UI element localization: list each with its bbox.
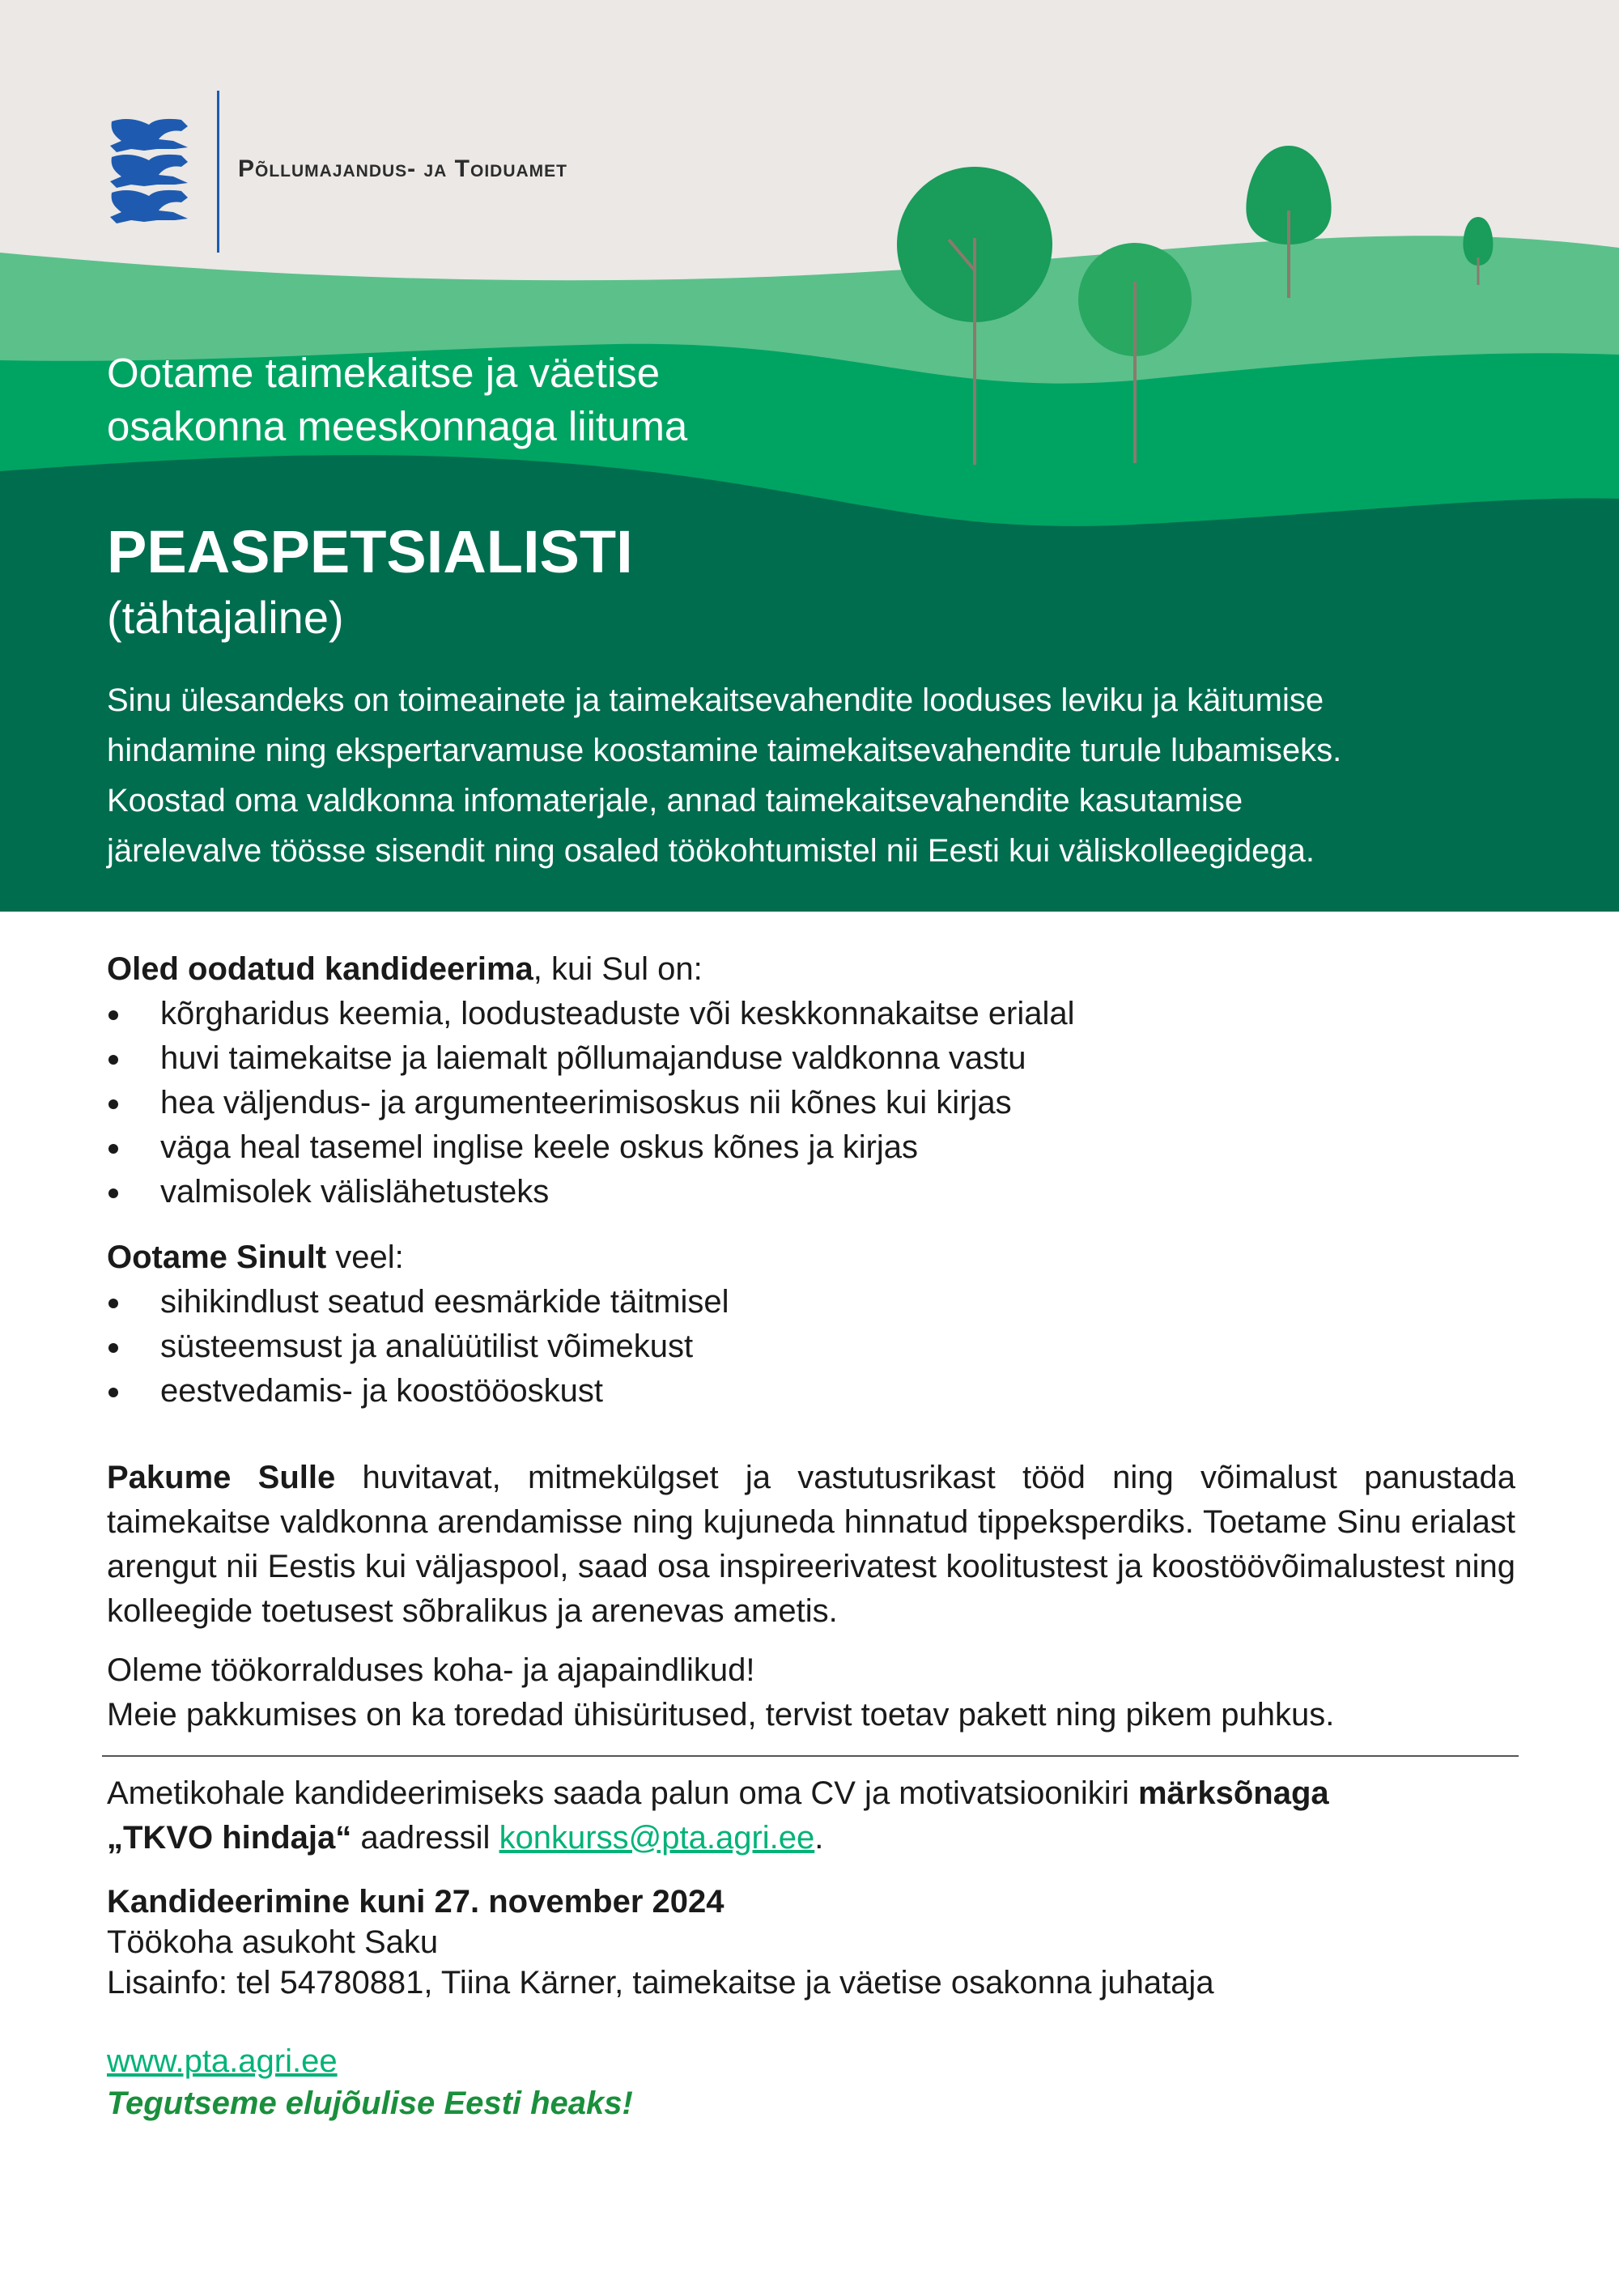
slogan: Tegutseme elujõulise Eesti heaks! (107, 2086, 633, 2121)
deadline: Kandideerimine kuni 27. november 2024 (107, 1884, 725, 1920)
list-item: väga heal tasemel inglise keele oskus kõnes ja kirjas (107, 1125, 1515, 1170)
flexibility-section (107, 1648, 1515, 1737)
list-item: huvi taimekaitse ja laiemalt põllumajanduse valdkonna vastu (107, 1036, 1515, 1081)
job-type: (tähtajaline) (107, 592, 344, 643)
intro-line: Ootame taimekaitse ja väetise (107, 350, 661, 396)
logo-divider (217, 91, 219, 253)
duties-line: Sinu ülesandeks on toimeainete ja taimekaitsevahendite looduses leviku ja käitumise (107, 682, 1324, 718)
list-item: hea väljendus- ja argumenteerimisoskus nii kõnes kui kirjas (107, 1081, 1515, 1125)
expectations-lead: Ootame Sinult veel: (107, 1239, 404, 1275)
requirements-lead: Oled oodatud kandideerima, kui Sul on: (107, 951, 703, 987)
intro-line: osakonna meeskonnaga liituma (107, 403, 688, 449)
duties-line: järelevalve töösse sisendit ning osaled töökohtumistel nii Eesti kui väliskolleegidega. (107, 833, 1315, 869)
list-item: kõrgharidus keemia, loodusteaduste või keskkonnakaitse erialal (107, 992, 1515, 1036)
duties-line: Koostad oma valdkonna infomaterjale, annad taimekaitsevahendite kasutamise (107, 783, 1243, 818)
flexibility-line: Meie pakkumises on ka toredad ühisüritused, tervist toetav pakett ning pikem puhkus. (107, 1697, 1335, 1733)
application-text: Ametikohale kandideerimiseks saada palun oma CV ja motivatsioonikiri märksõnaga „TKVO hindaja“ aadressil konkurss@pta.agri.ee. (107, 1775, 1329, 1856)
expectations-section (107, 1235, 1515, 1414)
location: Töökoha asukoht Saku (107, 1924, 439, 1960)
estonian-coat-of-arms-icon (107, 117, 193, 228)
job-duties (107, 675, 1548, 876)
list-item: süsteemsust ja analüütilist võimekust (107, 1324, 1515, 1369)
list-item: sihikindlust seatud eesmärkide täitmisel (107, 1280, 1515, 1324)
job-title: PEASPETSIALISTI (107, 518, 633, 585)
requirements-list (107, 992, 1515, 1214)
requirements-section (107, 947, 1515, 1214)
list-item: eestvedamis- ja koostööoskust (107, 1369, 1515, 1414)
contact-info: Lisainfo: tel 54780881, Tiina Kärner, taimekaitse ja väetise osakonna juhataja (107, 1965, 1214, 2000)
offer-paragraph: Pakume Sulle huvitavat, mitmekülgset ja vastutusrikast tööd ning võimalust panustada taimekaitse valdkonna arendamisse ning kujuneda hinnatud tippeksperdiks. Toetame Sinu erialast arengut nii Eestis kui väljaspool, saad osa inspireerivatest koolitustest ja koostöövõimalustest ning kolleegide toetusest sõbralikus ja arenevas ametis. (107, 1460, 1515, 1629)
footer-section (107, 2040, 1515, 2124)
intro-text (107, 347, 997, 453)
list-item: valmisolek välislähetusteks (107, 1170, 1515, 1214)
hero-banner (0, 0, 1619, 912)
organization-name: Põllumajandus- ja Toiduamet (238, 155, 567, 182)
details-section (107, 1881, 1515, 2003)
flexibility-line: Oleme töökorralduses koha- ja ajapaindlikud! (107, 1652, 755, 1688)
email-link[interactable]: konkurss@pta.agri.ee (499, 1820, 815, 1856)
offer-section (107, 1456, 1515, 1634)
duties-line: hindamine ning ekspertarvamuse koostamine taimekaitsevahendite turule lubamiseks. (107, 733, 1342, 768)
expectations-list (107, 1280, 1515, 1414)
section-divider (102, 1755, 1519, 1757)
application-section (107, 1771, 1515, 1860)
website-link[interactable]: www.pta.agri.ee (107, 2043, 338, 2079)
